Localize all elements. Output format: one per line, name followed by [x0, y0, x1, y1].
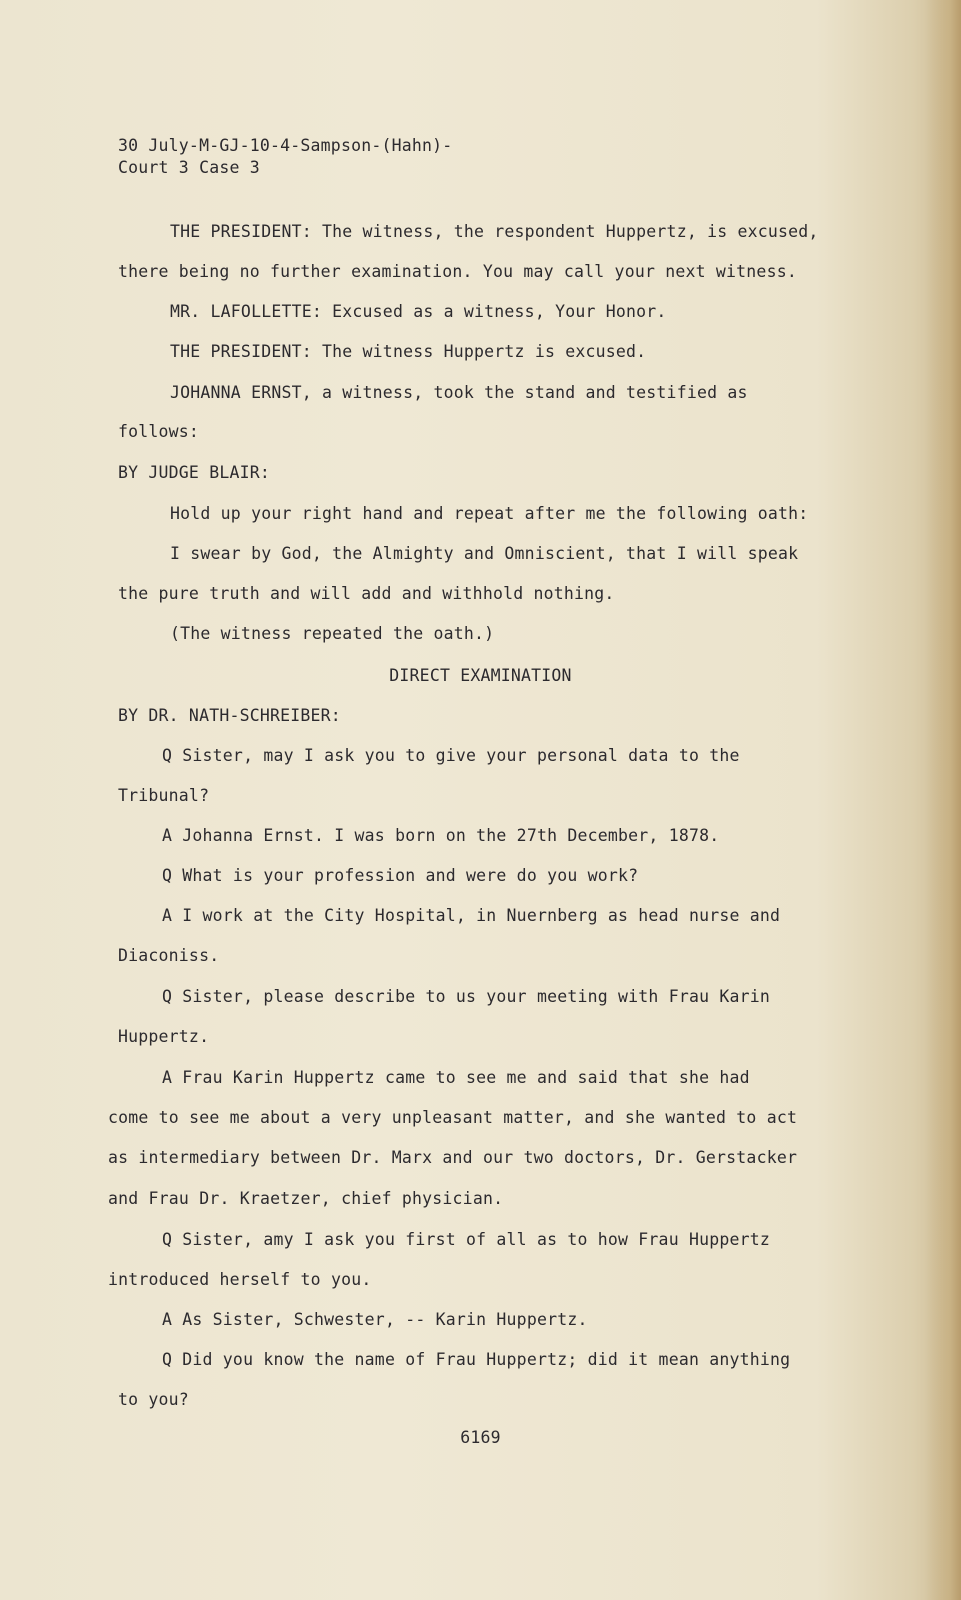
text-line: and Frau Dr. Kraetzer, chief physician. [108, 1189, 504, 1208]
text-line: as intermediary between Dr. Marx and our two doctors, Dr. Gerstacker [108, 1148, 798, 1167]
text-line: MR. LAFOLLETTE: Excused as a witness, Your Honor. [170, 302, 667, 321]
text-line: follows: [118, 422, 200, 441]
question-line: Q Sister, may I ask you to give your personal data to the [162, 746, 740, 765]
answer-line: A I work at the City Hospital, in Nuernberg as head nurse and [162, 906, 781, 925]
question-line: Q Sister, please describe to us your meeting with Frau Karin [162, 987, 771, 1006]
page-edge-shadow [925, 0, 961, 1600]
question-line: Q Did you know the name of Frau Huppertz; did it mean anything [162, 1350, 791, 1369]
text-line: I swear by God, the Almighty and Omniscient, that I will speak [170, 544, 799, 563]
text-line: THE PRESIDENT: The witness, the respondent Huppertz, is excused, [170, 222, 819, 241]
text-line: Tribunal? [118, 786, 210, 805]
text-line: JOHANNA ERNST, a witness, took the stand and testified as [170, 383, 748, 402]
text-line: (The witness repeated the oath.) [170, 624, 495, 643]
examiner-heading: BY JUDGE BLAIR: [118, 463, 271, 482]
text-line: the pure truth and will add and withhold nothing. [118, 584, 615, 603]
text-line: Diaconiss. [118, 946, 220, 965]
answer-line: A Frau Karin Huppertz came to see me and said that she had [162, 1068, 750, 1087]
answer-line: A As Sister, Schwester, -- Karin Huppertz. [162, 1310, 588, 1329]
text-line: come to see me about a very unpleasant matter, and she wanted to act [108, 1108, 798, 1127]
answer-line: A Johanna Ernst. I was born on the 27th December, 1878. [162, 826, 720, 845]
section-heading: DIRECT EXAMINATION [389, 666, 572, 685]
question-line: Q Sister, amy I ask you first of all as to how Frau Huppertz [162, 1230, 771, 1249]
question-line: Q What is your profession and were do you work? [162, 866, 639, 885]
page-number: 6169 [460, 1428, 501, 1447]
text-line: introduced herself to you. [108, 1270, 372, 1289]
header-line-2: Court 3 Case 3 [118, 158, 260, 177]
header-line-1: 30 July-M-GJ-10-4-Sampson-(Hahn)- [118, 136, 453, 155]
examiner-heading: BY DR. NATH-SCHREIBER: [118, 706, 341, 725]
text-line: there being no further examination. You may call your next witness. [118, 262, 797, 281]
text-line: THE PRESIDENT: The witness Huppertz is excused. [170, 342, 647, 361]
text-line: to you? [118, 1390, 189, 1409]
text-line: Huppertz. [118, 1027, 210, 1046]
text-line: Hold up your right hand and repeat after me the following oath: [170, 504, 809, 523]
